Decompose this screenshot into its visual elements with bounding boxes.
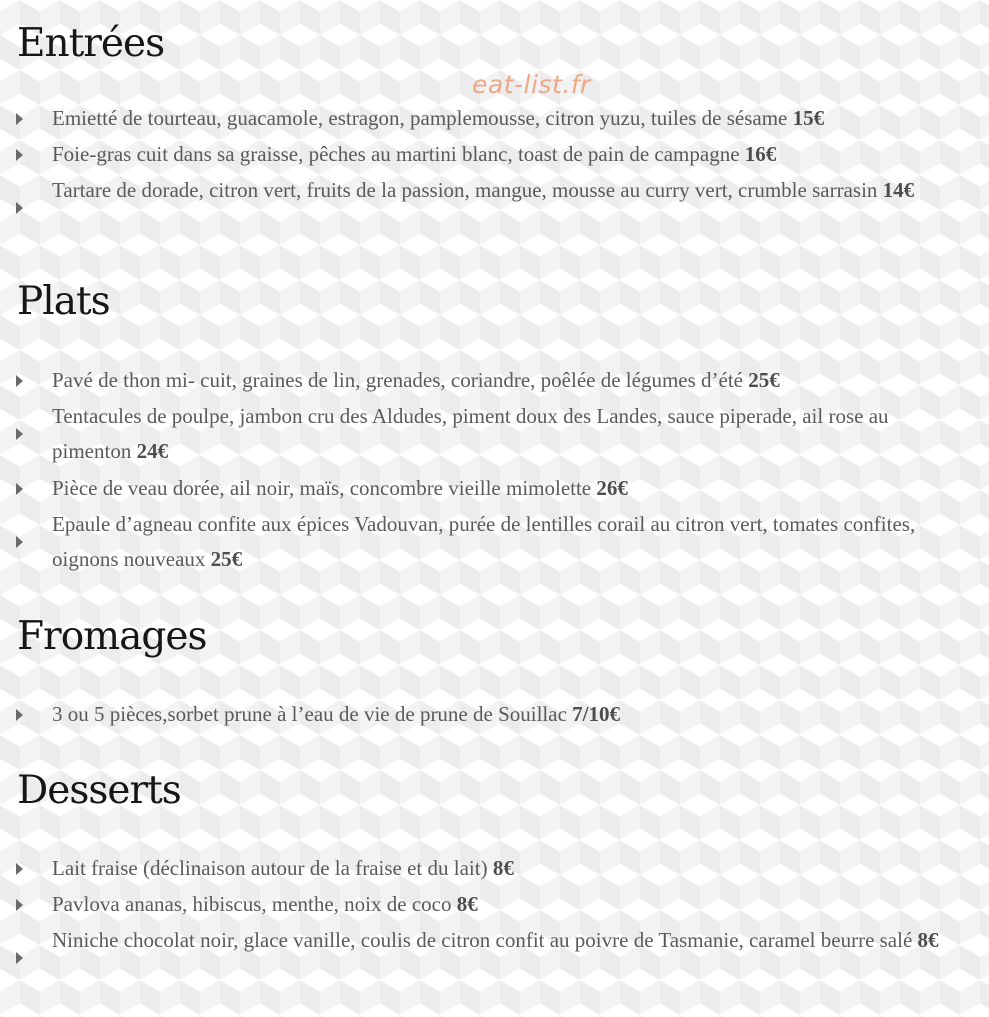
bullet-arrow-icon [16, 428, 23, 440]
dish-price: 15€ [792, 106, 825, 130]
bullet-arrow-icon [16, 709, 23, 721]
dish-description: Lait fraise (déclinaison autour de la fraise et du lait) [52, 856, 488, 880]
dish-price: 25€ [210, 547, 243, 571]
bullet-arrow-icon [16, 536, 23, 548]
section-title-plats: Plats [17, 279, 110, 324]
dish-description: Emietté de tourteau, guacamole, estragon, pamplemousse, citron yuzu, tuiles de sésame [52, 106, 788, 130]
dish-description: Niniche chocolat noir, glace vanille, coulis de citron confit au poivre de Tasmanie, caramel beurre salé [52, 928, 913, 952]
dish-description: Pavé de thon mi- cuit, graines de lin, grenades, coriandre, poêlée de légumes d’été [52, 368, 743, 392]
section-title-fromages: Fromages [17, 614, 207, 659]
menu-item-text [52, 697, 942, 732]
dish-description: Tentacules de poulpe, jambon cru des Aldudes, piment doux des Landes, sauce piperade, ail rose au pimenton [52, 404, 889, 463]
bullet-arrow-icon [16, 113, 23, 125]
menu-item-text [52, 923, 942, 958]
dish-description: Foie-gras cuit dans sa graisse, pêches au martini blanc, toast de pain de campagne [52, 142, 740, 166]
dish-description: Pavlova ananas, hibiscus, menthe, noix de coco [52, 892, 452, 916]
bullet-arrow-icon [16, 375, 23, 387]
dish-description: Pièce de veau dorée, ail noir, maïs, concombre vieille mimolette [52, 476, 592, 500]
section-title-desserts: Desserts [17, 768, 181, 813]
dish-price: 8€ [492, 856, 514, 880]
menu-item-text [52, 507, 942, 577]
dish-price: 16€ [744, 142, 777, 166]
menu-item-text [52, 173, 942, 208]
dish-price: 25€ [748, 368, 780, 392]
dish-price: 24€ [136, 439, 169, 463]
bullet-arrow-icon [16, 952, 23, 964]
dish-description: 3 ou 5 pièces,sorbet prune à l’eau de vie de prune de Souillac [52, 702, 567, 726]
menu-item-text [52, 101, 942, 136]
menu-item-text [52, 399, 942, 469]
bullet-arrow-icon [16, 863, 23, 875]
dish-price: 26€ [596, 476, 628, 500]
bullet-arrow-icon [16, 899, 23, 911]
menu-item-text [52, 887, 942, 922]
dish-price: 7/10€ [572, 702, 620, 726]
bullet-arrow-icon [16, 149, 23, 161]
dish-price: 8€ [456, 892, 478, 916]
dish-price: 14€ [882, 178, 915, 202]
bullet-arrow-icon [16, 483, 23, 495]
menu-item-text [52, 851, 942, 886]
menu-item-text [52, 471, 942, 506]
dish-description: Tartare de dorade, citron vert, fruits de la passion, mangue, mousse au curry vert, crumble sarrasin [52, 178, 878, 202]
dish-description: Epaule d’agneau confite aux épices Vadouvan, purée de lentilles corail au citron vert, tomates confites, oignons nouveaux [52, 512, 916, 571]
watermark-text: eat-list.fr [472, 70, 591, 99]
dish-price: 8€ [917, 928, 939, 952]
bullet-arrow-icon [16, 202, 23, 214]
menu-item-text [52, 363, 942, 398]
menu-item-text [52, 137, 942, 172]
section-title-entrees: Entrées [17, 21, 165, 66]
